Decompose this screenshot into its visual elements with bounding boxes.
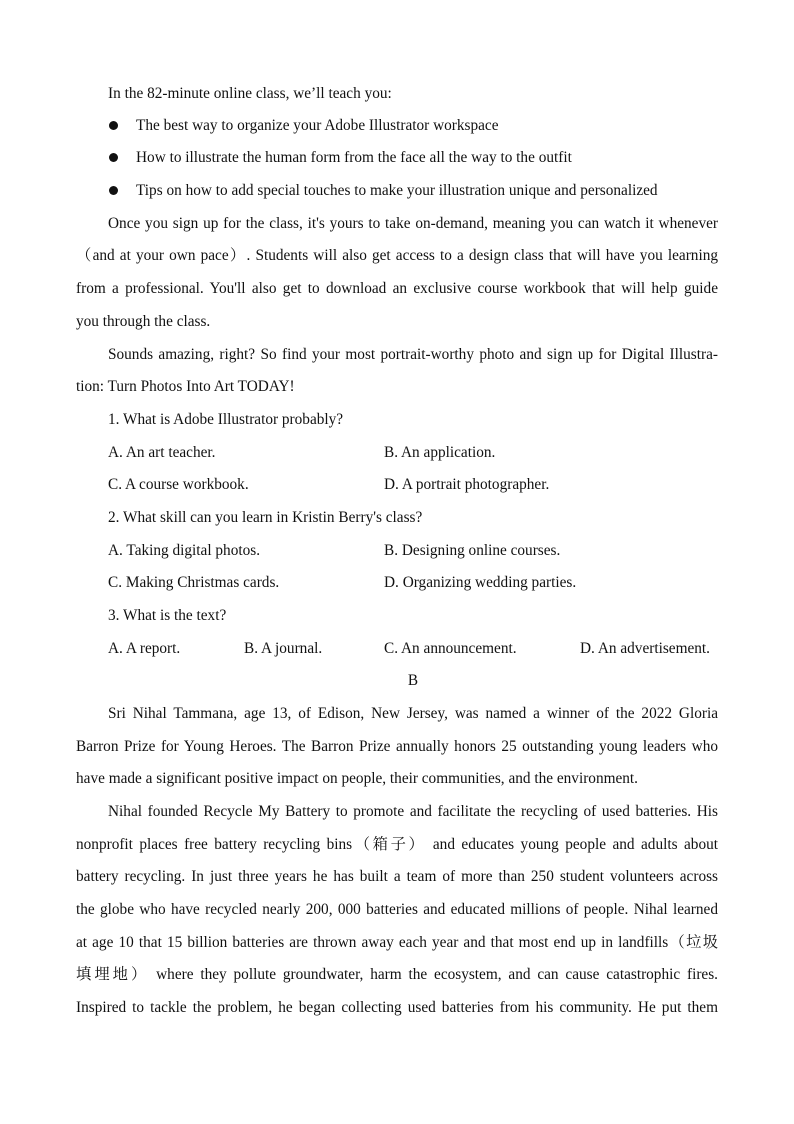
answer-option: B. A journal. [244,640,323,657]
answer-option: A. A report. [108,640,181,657]
paragraph-line: Nihal founded Recycle My Battery to promote and facilitate the recycling of used batteries. His [108,803,718,820]
paragraph-line: Barron Prize for Young Heroes. The Barron Prize annually honors 25 outstanding young leaders who [76,738,718,755]
question-stem: 3. What is the text? [108,607,227,624]
bullet-item: The best way to organize your Adobe Illustrator workspace [136,117,499,134]
bullet-dot-icon [109,121,118,130]
answer-option: D. A portrait photographer. [384,476,550,493]
intro-lead: In the 82-minute online class, we’ll teach you: [108,85,392,102]
section-heading: B [407,672,419,689]
paragraph-line: Once you sign up for the class, it's yours to take on-demand, meaning you can watch it whenever [108,215,718,232]
question-stem: 1. What is Adobe Illustrator probably? [108,411,344,428]
paragraph-line: 填埋地） where they pollute groundwater, harm the ecosystem, and can cause catastrophic fires. [76,966,718,983]
paragraph-line: Sounds amazing, right? So find your most portrait-worthy photo and sign up for Digital Illustra- [108,346,718,363]
answer-option: C. An announcement. [384,640,517,657]
paragraph-line: nonprofit places free battery recycling bins（箱子） and educates young people and adults about [76,836,718,853]
answer-option: D. Organizing wedding parties. [384,574,577,591]
answer-option: B. An application. [384,444,496,461]
paragraph-line: at age 10 that 15 billion batteries are thrown away each year and that most end up in landfills（垃圾 [76,934,718,951]
paragraph-line: tion: Turn Photos Into Art TODAY! [76,378,295,395]
answer-option: C. Making Christmas cards. [108,574,280,591]
bullet-item: How to illustrate the human form from the face all the way to the outfit [136,149,572,166]
paragraph-line: Sri Nihal Tammana, age 13, of Edison, New Jersey, was named a winner of the 2022 Gloria [108,705,718,722]
paragraph-line: the globe who have recycled nearly 200, 000 batteries and educated millions of people. Nihal learned [76,901,718,918]
paragraph-line: you through the class. [76,313,211,330]
question-stem: 2. What skill can you learn in Kristin Berry's class? [108,509,423,526]
paragraph-line: have made a significant positive impact on people, their communities, and the environment. [76,770,639,787]
answer-option: A. An art teacher. [108,444,216,461]
paragraph-line: from a professional. You'll also get to download an exclusive course workbook that will help guide [76,280,718,297]
bullet-dot-icon [109,153,118,162]
bullet-item: Tips on how to add special touches to make your illustration unique and personalized [136,182,658,199]
paragraph-line: battery recycling. In just three years he has built a team of more than 250 student volunteers across [76,868,718,885]
bullet-dot-icon [109,186,118,195]
answer-option: C. A course workbook. [108,476,249,493]
paragraph-line: Inspired to tackle the problem, he began collecting used batteries from his community. He put them [76,999,718,1016]
paragraph-line: （and at your own pace）. Students will also get access to a design class that will have you learning [76,247,718,264]
answer-option: B. Designing online courses. [384,542,561,559]
answer-option: A. Taking digital photos. [108,542,261,559]
answer-option: D. An advertisement. [580,640,710,657]
